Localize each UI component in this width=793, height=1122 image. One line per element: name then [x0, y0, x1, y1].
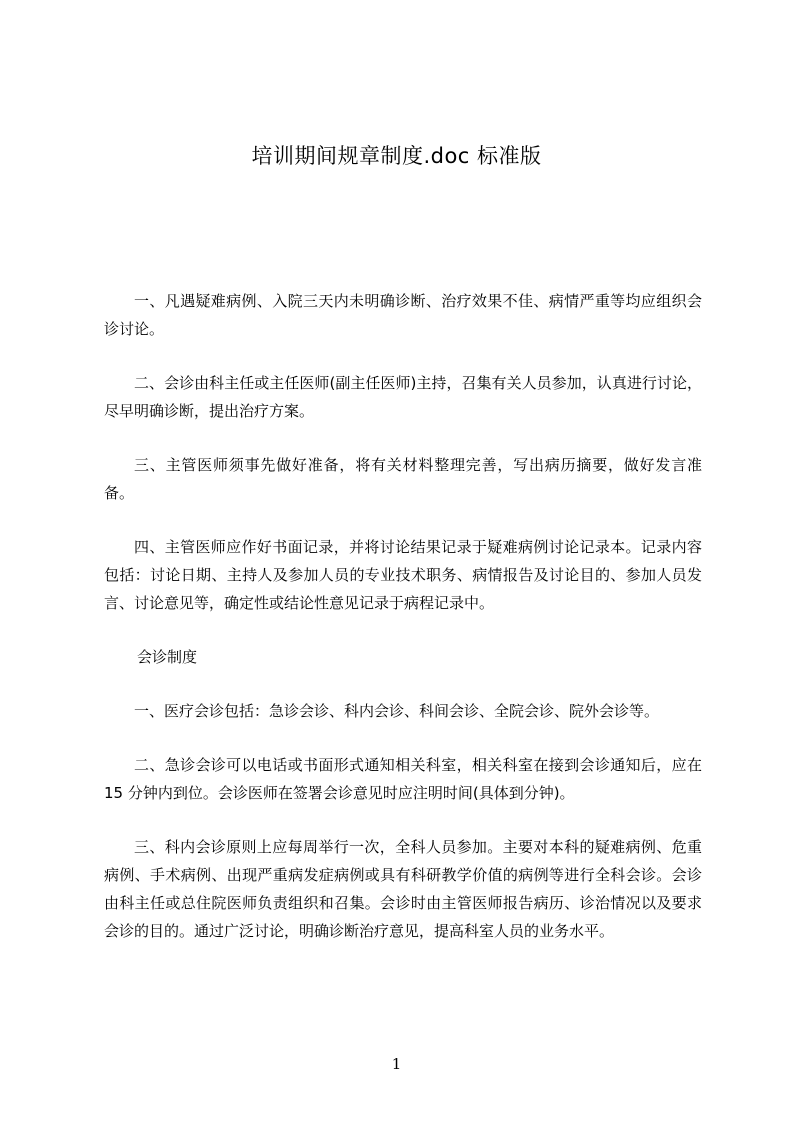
section-paragraph-1: 一、医疗会诊包括：急诊会诊、科内会诊、科间会诊、全院会诊、院外会诊等。	[134, 702, 660, 720]
page-number: 1	[391, 1055, 402, 1073]
section-heading: 会诊制度	[137, 648, 198, 666]
paragraph-spacer	[104, 507, 702, 533]
document-title: 培训期间规章制度.doc 标准版	[251, 144, 542, 168]
paragraph-3: 三、主管医师须事先做好准备，将有关材料整理完善，写出病历摘要，做好发言准备。	[104, 456, 702, 502]
paragraph-1: 一、凡遇疑难病例、入院三天内未明确诊断、治疗效果不佳、病情严重等均应组织会诊讨论。	[104, 292, 702, 338]
paragraph-4: 四、主管医师应作好书面记录，并将讨论结果记录于疑难病例讨论记录本。记录内容包括：讨论日期、主持人及参加人员的专业技术职务、病情报告及讨论目的、参加人员发言、讨论意见等，确定性或结论性意见记录于病程记录中。	[104, 538, 702, 612]
section-paragraph-2: 二、急诊会诊可以电话或书面形式通知相关科室，相关科室在接到会诊通知后，应在 15 分钟内到位。会诊医师在签署会诊意见时应注明时间(具体到分钟)。	[104, 756, 702, 802]
section-paragraph-3: 三、科内会诊原则上应每周举行一次，全科人员参加。主要对本科的疑难病例、危重病例、手术病例、出现严重病发症病例或具有科研教学价值的病例等进行全科会诊。会诊由科主任或总住院医师负责组织和召集。会诊时由主管医师报告病历、诊治情况以及要求会诊的目的。通过广泛讨论，明确诊断治疗意见，提高科室人员的业务水平。	[104, 838, 702, 940]
document-body	[104, 287, 702, 945]
paragraph-spacer	[104, 725, 702, 751]
paragraph-spacer	[104, 425, 702, 451]
paragraph-spacer	[104, 807, 702, 833]
paragraph-spacer	[104, 671, 702, 697]
paragraph-spacer	[104, 343, 702, 369]
paragraph-spacer	[104, 617, 702, 643]
paragraph-2: 二、会诊由科主任或主任医师(副主任医师)主持，召集有关人员参加，认真进行讨论，尽早明确诊断，提出治疗方案。	[104, 374, 702, 420]
